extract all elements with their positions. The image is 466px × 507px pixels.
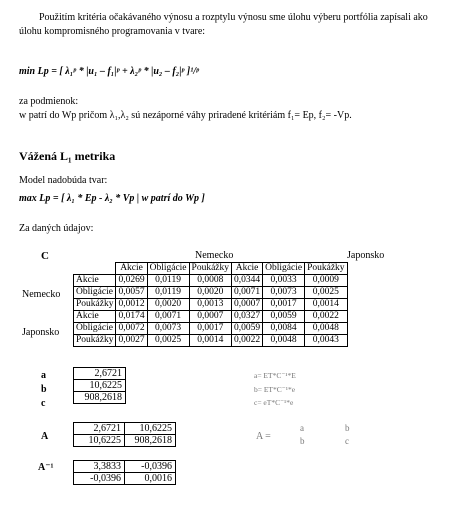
- matrix-a-symbolic-cell: b: [345, 423, 350, 433]
- table-cell: 0,0012: [116, 299, 147, 311]
- table-cell: 0,0022: [232, 335, 263, 347]
- scalars-box: [73, 367, 126, 404]
- conditions-line: w patrí do Wp pričom λ₁,λ₂ sú nezáporné váhy priradené kritériám f₁= Ep, f₂= -Vp.: [19, 110, 352, 121]
- scalar-b-label: b: [41, 384, 47, 395]
- matrix-c-label: C: [41, 250, 49, 262]
- table-cell: 908,2618: [125, 435, 176, 447]
- column-header: Akcie: [116, 263, 147, 275]
- table-cell: 0,0033: [263, 275, 305, 287]
- table-row: [74, 323, 348, 335]
- scalar-c-formula: c= eT*C⁻¹*e: [254, 398, 294, 407]
- table-cell: 10,6225: [125, 423, 176, 435]
- matrix-a-inverse-table: [73, 460, 176, 485]
- table-cell: 0,0014: [305, 299, 347, 311]
- table-cell: 0,0059: [263, 311, 305, 323]
- column-header: Akcie: [232, 263, 263, 275]
- table-cell: 0,0073: [147, 323, 189, 335]
- table-cell: 0,0327: [232, 311, 263, 323]
- given-text: Za daných údajov:: [19, 223, 94, 234]
- matrix-a-symbolic-label: A =: [256, 431, 271, 442]
- table-cell: 0,0009: [305, 275, 347, 287]
- table-cell: 0,0013: [189, 299, 231, 311]
- table-row: [74, 435, 176, 447]
- scalar-b-value: 10,6225: [74, 380, 125, 392]
- table-cell: 0,0071: [147, 311, 189, 323]
- table-cell: 2,6721: [74, 423, 125, 435]
- column-header: Obligácie: [263, 263, 305, 275]
- column-group-japonsko: Japonsko: [347, 250, 385, 261]
- matrix-a-label: A: [41, 431, 49, 442]
- table-cell: 0,0020: [147, 299, 189, 311]
- table-header-row: [74, 263, 348, 275]
- row-label: Poukážky: [74, 335, 116, 347]
- table-cell: 0,0059: [232, 323, 263, 335]
- table-row: [74, 473, 176, 485]
- table-cell: 0,0057: [116, 287, 147, 299]
- table-row: [74, 335, 348, 347]
- table-cell: 0,0071: [232, 287, 263, 299]
- matrix-a-symbolic-cell: b: [300, 436, 305, 446]
- table-cell: 0,0174: [116, 311, 147, 323]
- section-heading: Vážená L₁ metrika: [19, 149, 116, 163]
- header-blank: [74, 263, 116, 275]
- table-cell: -0,0396: [74, 473, 125, 485]
- column-header: Poukážky: [305, 263, 347, 275]
- model-text: Model nadobúda tvar:: [19, 175, 108, 186]
- table-row: [74, 461, 176, 473]
- table-cell: 0,0072: [116, 323, 147, 335]
- table-cell: 3,3833: [74, 461, 125, 473]
- matrix-a-table: [73, 422, 176, 447]
- scalar-a-formula: a= ET*C⁻¹*E: [254, 371, 296, 380]
- scalar-a-value: 2,6721: [74, 368, 125, 380]
- table-cell: 0,0048: [305, 323, 347, 335]
- intro-paragraph: Použitím kritéria očakávaného výnosu a rozptylu výnosu sme úlohu výberu portfólia zapísali ako úlohu kompromisného programovania v tvare:: [19, 12, 428, 37]
- table-cell: 0,0043: [305, 335, 347, 347]
- table-cell: 0,0269: [116, 275, 147, 287]
- table-cell: 0,0007: [189, 311, 231, 323]
- table-cell: 0,0344: [232, 275, 263, 287]
- table-cell: 0,0119: [147, 287, 189, 299]
- matrix-a-symbolic-cell: c: [345, 436, 349, 446]
- table-cell: 0,0073: [263, 287, 305, 299]
- matrix-a-symbolic-cell: a: [300, 423, 304, 433]
- column-header: Poukážky: [189, 263, 231, 275]
- table-cell: 0,0048: [263, 335, 305, 347]
- covariance-table: [73, 262, 348, 347]
- row-label: Obligácie: [74, 323, 116, 335]
- table-cell: 0,0014: [189, 335, 231, 347]
- table-cell: 0,0016: [125, 473, 176, 485]
- formula-max-lp: max Lp = [ λ₁ * Ep - λ₂ * Vp | w patrí do Wp ]: [19, 193, 205, 204]
- column-header: Obligácie: [147, 263, 189, 275]
- scalar-c-label: c: [41, 398, 46, 409]
- table-row: [74, 287, 348, 299]
- row-group-nemecko: Nemecko: [22, 289, 61, 300]
- table-cell: 0,0027: [116, 335, 147, 347]
- column-group-nemecko: Nemecko: [195, 250, 234, 261]
- table-cell: 0,0022: [305, 311, 347, 323]
- table-cell: 0,0119: [147, 275, 189, 287]
- matrix-a-inverse-label: A⁻¹: [38, 462, 54, 473]
- table-row: [74, 299, 348, 311]
- scalar-a-label: a: [41, 370, 46, 381]
- table-cell: 0,0008: [189, 275, 231, 287]
- table-cell: 10,6225: [74, 435, 125, 447]
- row-group-japonsko: Japonsko: [22, 327, 60, 338]
- scalar-c-value: 908,2618: [84, 392, 122, 403]
- row-label: Akcie: [74, 275, 116, 287]
- table-row: [74, 275, 348, 287]
- table-cell: -0,0396: [125, 461, 176, 473]
- row-label: Poukážky: [74, 299, 116, 311]
- table-cell: 0,0007: [232, 299, 263, 311]
- table-cell: 0,0025: [147, 335, 189, 347]
- scalar-b-formula: b= ET*C⁻¹*e: [254, 385, 296, 394]
- row-label: Obligácie: [74, 287, 116, 299]
- table-cell: 0,0017: [263, 299, 305, 311]
- conditions-label: za podmienok:: [19, 96, 79, 107]
- table-cell: 0,0017: [189, 323, 231, 335]
- table-row: [74, 311, 348, 323]
- table-cell: 0,0020: [189, 287, 231, 299]
- formula-min-lp: min Lp = [ λ₁ᵖ * |u₁ – f₁|ᵖ + λ₂ᵖ * |u₂ – f₂|ᵖ ]¹/ᵖ: [19, 66, 200, 77]
- row-label: Akcie: [74, 311, 116, 323]
- table-cell: 0,0084: [263, 323, 305, 335]
- table-cell: 0,0025: [305, 287, 347, 299]
- table-row: [74, 423, 176, 435]
